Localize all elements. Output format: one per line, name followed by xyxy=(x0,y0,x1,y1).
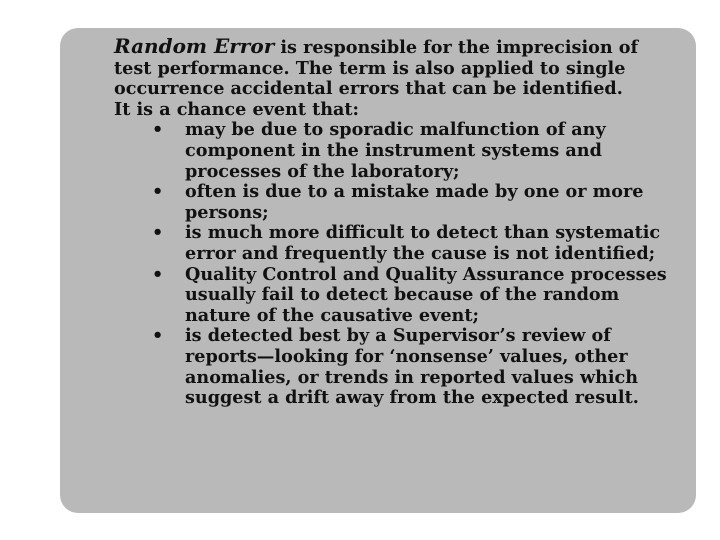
list-item-text: may be due to sporadic malfunction of any component in the instrument systems and processes of the laboratory; xyxy=(185,119,606,182)
random-error-panel xyxy=(60,28,696,513)
list-item-text: often is due to a mistake made by one or more persons; xyxy=(185,181,644,223)
intro-paragraph xyxy=(114,36,678,100)
list-item xyxy=(152,120,678,182)
intro-text: is responsible for the imprecision of test performance. The term is also applied to single occurrence accidental errors that can be identified. xyxy=(114,37,639,100)
list-item-text: Quality Control and Quality Assurance processes usually fail to detect because of the random nature of the causative event; xyxy=(185,263,667,326)
chance-event-line: It is a chance event that: xyxy=(114,98,360,120)
list-item xyxy=(152,326,678,408)
bullet-icon: • xyxy=(152,181,164,203)
list-item-text: is much more difficult to detect than systematic error and frequently the cause is not identified; xyxy=(185,222,661,264)
list-item xyxy=(152,265,678,327)
bullet-list xyxy=(114,120,678,408)
bullet-icon: • xyxy=(152,325,164,347)
intro-term: Random Error xyxy=(114,34,275,58)
list-item xyxy=(152,223,678,264)
list-item-text: is detected best by a Supervisor’s review of reports—looking for ‘nonsense’ values, other anomalies, or trends in reported values which suggest a drift away from the expected result. xyxy=(185,325,639,409)
list-item xyxy=(152,182,678,223)
bullet-icon: • xyxy=(152,119,164,141)
bullet-icon: • xyxy=(152,222,164,244)
bullet-icon: • xyxy=(152,263,164,285)
